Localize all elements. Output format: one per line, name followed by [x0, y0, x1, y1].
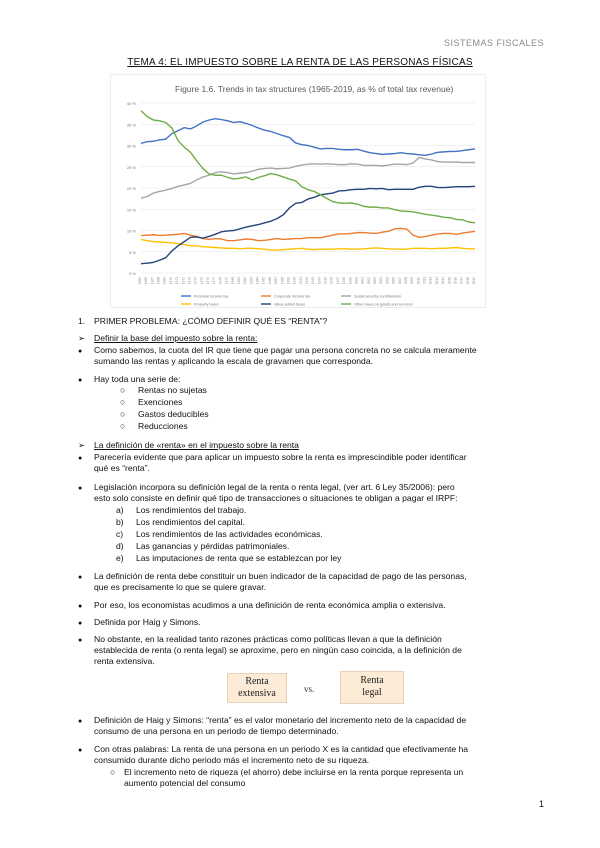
x-tick-label: 1984: [255, 277, 260, 285]
x-tick-label: 2003: [373, 277, 378, 285]
list-item: Los rendimientos del capital.: [136, 517, 245, 527]
list-letter: b): [116, 517, 124, 527]
bullet-icon: ●: [78, 455, 83, 462]
y-tick-label: 0 %: [129, 271, 136, 276]
x-tick-label: 1996: [329, 277, 334, 285]
x-tick-label: 1981: [236, 277, 241, 285]
x-tick-label: 1990: [292, 277, 297, 285]
x-tick-label: 2001: [360, 277, 365, 285]
x-tick-label: 1966: [144, 277, 149, 285]
list-item: Las imputaciones de renta que se establezcan por ley: [136, 553, 342, 563]
x-tick-label: 1985: [261, 277, 266, 285]
paragraph-line: sumando las rentas y aplicando la escala de gravamen que corresponda.: [94, 356, 373, 366]
x-tick-label: 1976: [206, 277, 211, 285]
x-tick-label: 2010: [416, 277, 421, 285]
bullet-icon: ●: [78, 574, 83, 581]
x-tick-label: 1971: [175, 277, 180, 285]
legend-label: Personal income tax: [194, 294, 229, 299]
bullet-icon: ●: [78, 485, 83, 492]
list-item: Reducciones: [138, 421, 188, 431]
box-label: Renta: [360, 675, 384, 686]
list-item: Exenciones: [138, 397, 183, 407]
list-letter: e): [116, 553, 124, 563]
x-tick-label: 1999: [348, 277, 353, 285]
x-tick-label: 1994: [317, 277, 322, 285]
versus-label: vs.: [304, 684, 315, 694]
section-number: 1.: [78, 316, 86, 326]
paragraph-line: Legislación incorpora su definición legal de la renta o renta legal, (ver art. 6 Ley 35/2006): pero: [94, 482, 455, 492]
box-label: legal: [362, 687, 382, 698]
paragraph-line: El incremento neto de riqueza (el ahorro) debe incluirse en la renta porque representa un: [124, 767, 464, 777]
y-tick-label: 10 %: [126, 228, 136, 234]
arrow-icon: ➢: [78, 333, 86, 343]
list-item: Rentas no sujetas: [138, 385, 207, 395]
x-tick-label: 2018: [465, 277, 470, 285]
x-tick-label: 1989: [286, 277, 291, 285]
box-label: Renta: [245, 676, 269, 687]
y-tick-label: 5 %: [129, 249, 136, 255]
section-title: PRIMER PROBLEMA: ¿CÓMO DEFINIR QUÉ ES “RENTA”?: [94, 316, 328, 326]
paragraph-line: que es precisamente lo que se quiere gravar.: [94, 582, 266, 592]
x-tick-label: 1992: [305, 277, 309, 285]
paragraph-line: Definición de Haig y Simons: “renta” es el valor monetario del incremento neto de la capacidad de: [94, 715, 467, 725]
x-tick-label: 2006: [391, 277, 396, 285]
x-tick-label: 1991: [298, 277, 303, 285]
x-tick-label: 1965: [138, 277, 142, 285]
box-label: extensiva: [238, 688, 276, 699]
x-tick-label: 1973: [187, 277, 192, 285]
paragraph-line: consumido durante dicho periodo más el incremento neto de su riqueza.: [94, 755, 370, 765]
y-tick-label: 15 %: [126, 207, 136, 213]
series-line: [141, 239, 475, 250]
subsection-heading: La definición de «renta» en el impuesto sobre la renta: [94, 440, 299, 450]
x-tick-label: 1969: [162, 277, 167, 285]
legend-label: Other taxes on goods and services: [354, 302, 413, 307]
x-tick-label: 2015: [447, 277, 452, 285]
list-item: Gastos deducibles: [138, 409, 209, 419]
bullet-icon: ●: [78, 603, 83, 610]
renta-extensiva-box: [227, 673, 287, 703]
x-tick-label: 1980: [230, 277, 235, 285]
bullet-icon: ●: [78, 377, 83, 384]
paragraph-line: aumento potencial del consumo: [124, 778, 246, 788]
x-tick-label: 2011: [422, 277, 427, 284]
series-line: [141, 157, 475, 198]
x-tick-label: 1997: [335, 277, 340, 285]
list-letter: a): [116, 505, 124, 515]
legend-label: Corporate income tax: [274, 294, 311, 299]
x-tick-label: 1979: [224, 277, 229, 285]
paragraph-line: Por eso, los economistas acudimos a una definición de renta económica amplia o extensiva.: [94, 600, 446, 610]
x-tick-label: 1974: [193, 277, 198, 285]
x-tick-label: 2019: [472, 277, 476, 285]
paragraph-line: Como sabemos, la cuota del IR que tiene que pagar una persona concreta no se calcula meramente: [94, 345, 477, 355]
circle-icon: ○: [120, 397, 126, 407]
x-tick-label: 1978: [218, 277, 223, 285]
x-tick-label: 1998: [342, 277, 347, 285]
paragraph-line: La definición de renta debe constituir un buen indicador de la capacidad de pago de las personas,: [94, 571, 467, 581]
paragraph-line: Con otras palabras: La renta de una persona en un periodo X es la cantidad que efectivamente ha: [94, 744, 469, 754]
legend-label: Property taxes: [194, 302, 219, 307]
x-tick-label: 2009: [410, 277, 415, 285]
x-tick-label: 2008: [403, 277, 408, 285]
y-tick-label: 20 %: [126, 186, 136, 191]
x-tick-label: 2004: [379, 277, 384, 285]
paragraph-line: esto solo consiste en definir qué tipo de transacciones o situaciones te obligan a pagar el IRPF:: [94, 493, 458, 503]
subsection-heading: Definir la base del impuesto sobre la renta:: [94, 333, 258, 343]
x-tick-label: 1995: [323, 277, 328, 285]
x-tick-label: 1982: [243, 277, 248, 285]
x-tick-label: 1977: [212, 277, 217, 285]
x-tick-label: 2012: [428, 277, 433, 285]
bullet-icon: ●: [78, 747, 83, 754]
bullet-icon: ●: [78, 718, 83, 725]
bullet-icon: ●: [78, 620, 83, 627]
course-header: SISTEMAS FISCALES: [443, 38, 544, 48]
bullet-icon: ●: [78, 637, 83, 644]
circle-icon: ○: [120, 385, 126, 395]
list-item: Los rendimientos del trabajo.: [136, 505, 247, 515]
paragraph-line: No obstante, en la realidad tanto razones prácticas como políticas llevan a que la definición: [94, 634, 442, 644]
x-tick-label: 2014: [441, 277, 446, 285]
y-tick-label: 25 %: [126, 164, 136, 170]
renta-legal-box: [340, 671, 404, 704]
circle-icon: ○: [110, 767, 116, 777]
page-number: 1: [538, 799, 544, 809]
x-tick-label: 1986: [267, 277, 272, 285]
document-title: TEMA 4: EL IMPUESTO SOBRE LA RENTA DE LAS PERSONAS FÍSICAS: [127, 57, 473, 68]
x-tick-label: 1972: [181, 277, 186, 285]
paragraph-line: consumo de una persona en un periodo de tiempo determinado.: [94, 726, 339, 736]
tax-structure-chart: [110, 74, 486, 308]
x-tick-label: 2016: [453, 277, 458, 285]
chart-title: Figure 1.6. Trends in tax structures (1965-2019, as % of total tax revenue): [175, 84, 454, 94]
y-tick-label: 30 %: [126, 143, 136, 149]
x-tick-label: 1968: [156, 277, 161, 285]
y-tick-label: 35 %: [126, 122, 136, 128]
x-tick-label: 2000: [354, 277, 359, 285]
chart-canvas: [111, 75, 485, 307]
circle-icon: ○: [120, 409, 126, 419]
x-tick-label: 1970: [168, 277, 173, 285]
paragraph-line: renta extensiva.: [94, 656, 155, 666]
x-tick-label: 1988: [280, 277, 285, 285]
legend-label: Value added taxes: [274, 302, 306, 307]
bullet-icon: ●: [78, 348, 83, 355]
x-tick-label: 2005: [385, 277, 390, 285]
list-letter: d): [116, 541, 124, 551]
circle-icon: ○: [120, 421, 126, 431]
x-tick-label: 2007: [397, 277, 402, 285]
arrow-icon: ➢: [78, 440, 86, 450]
x-tick-label: 1983: [249, 277, 254, 285]
x-tick-label: 2002: [366, 277, 371, 285]
legend-label: Social security contributions: [354, 294, 402, 299]
paragraph-line: qué es “renta”.: [94, 463, 150, 473]
x-tick-label: 1993: [311, 277, 316, 285]
x-tick-label: 2013: [434, 277, 439, 285]
paragraph-line: Hay toda una serie de:: [94, 374, 181, 384]
paragraph-line: Parecería evidente que para aplicar un impuesto sobre la renta es imprescindible poder identificar: [94, 452, 467, 462]
x-tick-label: 1967: [150, 277, 155, 285]
x-tick-label: 1987: [274, 277, 279, 285]
paragraph-line: establecida de renta (o renta legal) se aproxime, pero en ningún caso coincida, a la definición de: [94, 645, 462, 655]
list-item: Las ganancias y pérdidas patrimoniales.: [136, 541, 290, 551]
x-tick-label: 1975: [199, 277, 204, 285]
list-letter: c): [116, 529, 124, 539]
list-item: Los rendimientos de las actividades económicas.: [136, 529, 323, 539]
y-tick-label: 40 %: [126, 101, 136, 106]
paragraph-line: Definida por Haig y Simons.: [94, 617, 201, 627]
x-tick-label: 2017: [459, 277, 464, 285]
